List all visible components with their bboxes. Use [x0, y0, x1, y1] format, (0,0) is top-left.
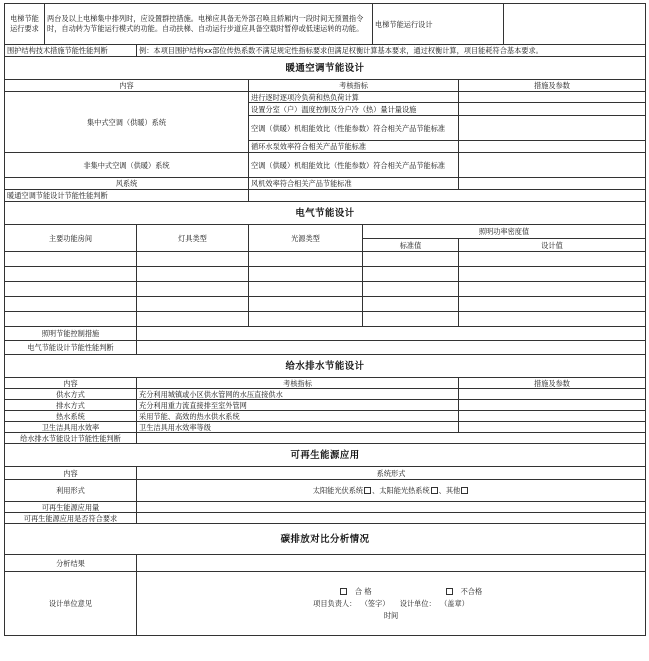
design-unit-label: 设计单位：	[399, 598, 436, 608]
sign-hint: （签字）	[364, 598, 390, 608]
pass-checkbox[interactable]	[340, 588, 347, 595]
fail-checkbox[interactable]	[446, 588, 453, 595]
hvac-judge-label: 暖通空调节能设计节能性能判断	[5, 190, 249, 202]
electric-room-cell[interactable]	[5, 282, 137, 297]
water-hot-item: 采用节能、高效的热水供水系统	[137, 411, 459, 422]
electric-room-cell[interactable]	[5, 312, 137, 327]
hvac-judge-value[interactable]	[249, 190, 646, 202]
carbon-analysis-value[interactable]	[137, 555, 646, 572]
hvac-central-item-1: 进行逐时逐项冷负荷和热负荷计算	[249, 92, 459, 103]
water-hot-label: 热水系统	[5, 411, 137, 422]
electric-control-value[interactable]	[137, 327, 646, 341]
electric-room-cell[interactable]	[5, 252, 137, 267]
electric-standard-cell[interactable]	[363, 267, 459, 282]
electric-judge-value[interactable]	[137, 341, 646, 355]
renewable-option-thermal: 太阳能光热系统	[379, 486, 430, 495]
renewable-section-title: 可再生能源应用	[5, 444, 646, 467]
electric-control-label: 照明节能控制措施	[5, 327, 137, 341]
electric-source-cell[interactable]	[249, 267, 363, 282]
renewable-option-pv: 太阳能光伏系统	[312, 486, 364, 495]
renewable-use-label: 利用形式	[5, 480, 137, 502]
seal-hint: （盖章）	[443, 598, 469, 608]
electric-design-cell[interactable]	[459, 267, 646, 282]
hvac-central-value-4[interactable]	[459, 141, 646, 153]
water-fixture-item: 卫生洁具用水效率等级	[137, 422, 459, 433]
hvac-fan-label: 风系统	[5, 178, 249, 190]
electric-source-cell[interactable]	[249, 312, 363, 327]
water-supply-value[interactable]	[459, 389, 646, 400]
carbon-opinion-label: 设计单位意见	[5, 572, 137, 636]
electric-standard-cell[interactable]	[363, 297, 459, 312]
electric-lamp-cell[interactable]	[137, 282, 249, 297]
electric-col-source: 光源类型	[249, 225, 363, 252]
pass-label: 合 格	[354, 586, 372, 596]
hvac-central-value-3[interactable]	[459, 116, 646, 141]
project-leader-label: 项目负责人：	[313, 598, 357, 608]
electric-lamp-cell[interactable]	[137, 267, 249, 282]
electric-room-cell[interactable]	[5, 297, 137, 312]
pv-checkbox[interactable]	[364, 487, 371, 494]
electric-col-lamp: 灯具类型	[137, 225, 249, 252]
form-table	[4, 3, 646, 636]
renewable-compliance-label: 可再生能源应用是否符合要求	[5, 513, 137, 524]
time-label: 时间	[383, 610, 399, 620]
hvac-fan-item: 风机效率符合相关产品节能标准	[249, 178, 459, 190]
renewable-options: 太阳能光伏系统 、太阳能光热系统 、其他	[137, 480, 646, 502]
fail-label: 不合格	[460, 586, 483, 596]
renewable-amount-value[interactable]	[137, 502, 646, 513]
hvac-noncentral-label: 非集中式空调（供暖）系统	[5, 153, 249, 178]
carbon-analysis-label: 分析结果	[5, 555, 137, 572]
hvac-noncentral-value[interactable]	[459, 153, 646, 178]
renewable-col-form: 系统形式	[137, 467, 646, 480]
envelope-judge-text: 例：本项目围护结构xx部位传热系数不满足规定性指标要求但满足权衡计算基本要求，通过权衡计算，项目能耗符合基本要求。	[137, 45, 646, 57]
thermal-checkbox[interactable]	[431, 487, 438, 494]
water-section-title: 给水排水节能设计	[5, 355, 646, 378]
water-judge-label: 给水排水节能设计节能性能判断	[5, 433, 137, 444]
water-drain-item: 充分利用重力流直接排至室外管网	[137, 400, 459, 411]
electric-standard-cell[interactable]	[363, 312, 459, 327]
electric-design-cell[interactable]	[459, 312, 646, 327]
renewable-option-other: 其他	[445, 486, 461, 495]
electric-source-cell[interactable]	[249, 282, 363, 297]
hvac-header-measures: 措施及参数	[459, 80, 646, 92]
electric-section-title: 电气节能设计	[5, 202, 646, 225]
electric-design-cell[interactable]	[459, 282, 646, 297]
hvac-noncentral-item: 空调（供暖）机组能效比（性能参数）符合相关产品节能标准	[249, 153, 459, 178]
electric-lamp-cell[interactable]	[137, 252, 249, 267]
electric-standard-cell[interactable]	[363, 252, 459, 267]
elevator-req-label: 电梯节能运行要求	[5, 4, 45, 45]
electric-room-cell[interactable]	[5, 267, 137, 282]
water-fixture-label: 卫生洁具用水效率	[5, 422, 137, 433]
electric-col-density: 照明功率密度值	[363, 225, 646, 239]
electric-source-cell[interactable]	[249, 297, 363, 312]
elevator-design-value[interactable]	[504, 4, 646, 45]
water-supply-item: 充分利用城镇或小区供水管网的水压直接供水	[137, 389, 459, 400]
electric-design-cell[interactable]	[459, 252, 646, 267]
energy-design-form	[4, 3, 645, 636]
electric-lamp-cell[interactable]	[137, 312, 249, 327]
water-supply-label: 供水方式	[5, 389, 137, 400]
electric-judge-label: 电气节能设计节能性能判断	[5, 341, 137, 355]
hvac-header-index: 考核指标	[249, 80, 459, 92]
electric-col-design: 设计值	[459, 239, 646, 252]
hvac-fan-value[interactable]	[459, 178, 646, 190]
hvac-central-item-4: 循环水泵效率符合相关产品节能标准	[249, 141, 459, 153]
hvac-central-item-2: 设置分室（户）温度控制及分户冷（热）量计量设施	[249, 103, 459, 116]
hvac-central-value-1[interactable]	[459, 92, 646, 103]
hvac-section-title: 暖通空调节能设计	[5, 57, 646, 80]
water-header-measures: 措施及参数	[459, 378, 646, 389]
water-drain-label: 排水方式	[5, 400, 137, 411]
water-fixture-value[interactable]	[459, 422, 646, 433]
electric-col-room: 主要功能房间	[5, 225, 137, 252]
renewable-col-content: 内容	[5, 467, 137, 480]
water-header-index: 考核指标	[137, 378, 459, 389]
renewable-compliance-value[interactable]	[137, 513, 646, 524]
electric-design-cell[interactable]	[459, 297, 646, 312]
hvac-central-label: 集中式空调（供暖）系统	[5, 92, 249, 153]
electric-source-cell[interactable]	[249, 252, 363, 267]
carbon-section-title: 碳排放对比分析情况	[5, 524, 646, 555]
envelope-judge-label: 围护结构技术措施节能性能判断	[5, 45, 137, 57]
elevator-req-text: 两台及以上电梯集中排列时，应设置群控措施。电梯应具备无外部召唤且轿厢内一段时间无预置指令时，自动转为节能运行模式的功能。自动扶梯、自动运行步道应具备空载时暂停或低速运转的功能。	[45, 4, 373, 45]
water-header-content: 内容	[5, 378, 137, 389]
hvac-central-item-3: 空调（供暖）机组能效比（性能参数）符合相关产品节能标准	[249, 116, 459, 141]
elevator-design-label: 电梯节能运行设计	[373, 4, 504, 45]
carbon-opinion-block	[137, 572, 646, 636]
hvac-header-content: 内容	[5, 80, 249, 92]
water-drain-value[interactable]	[459, 400, 646, 411]
electric-standard-cell[interactable]	[363, 282, 459, 297]
hvac-central-value-2[interactable]	[459, 103, 646, 116]
electric-col-standard: 标准值	[363, 239, 459, 252]
water-hot-value[interactable]	[459, 411, 646, 422]
renewable-amount-label: 可再生能源应用量	[5, 502, 137, 513]
water-judge-value[interactable]	[137, 433, 646, 444]
other-checkbox[interactable]	[461, 487, 468, 494]
electric-lamp-cell[interactable]	[137, 297, 249, 312]
